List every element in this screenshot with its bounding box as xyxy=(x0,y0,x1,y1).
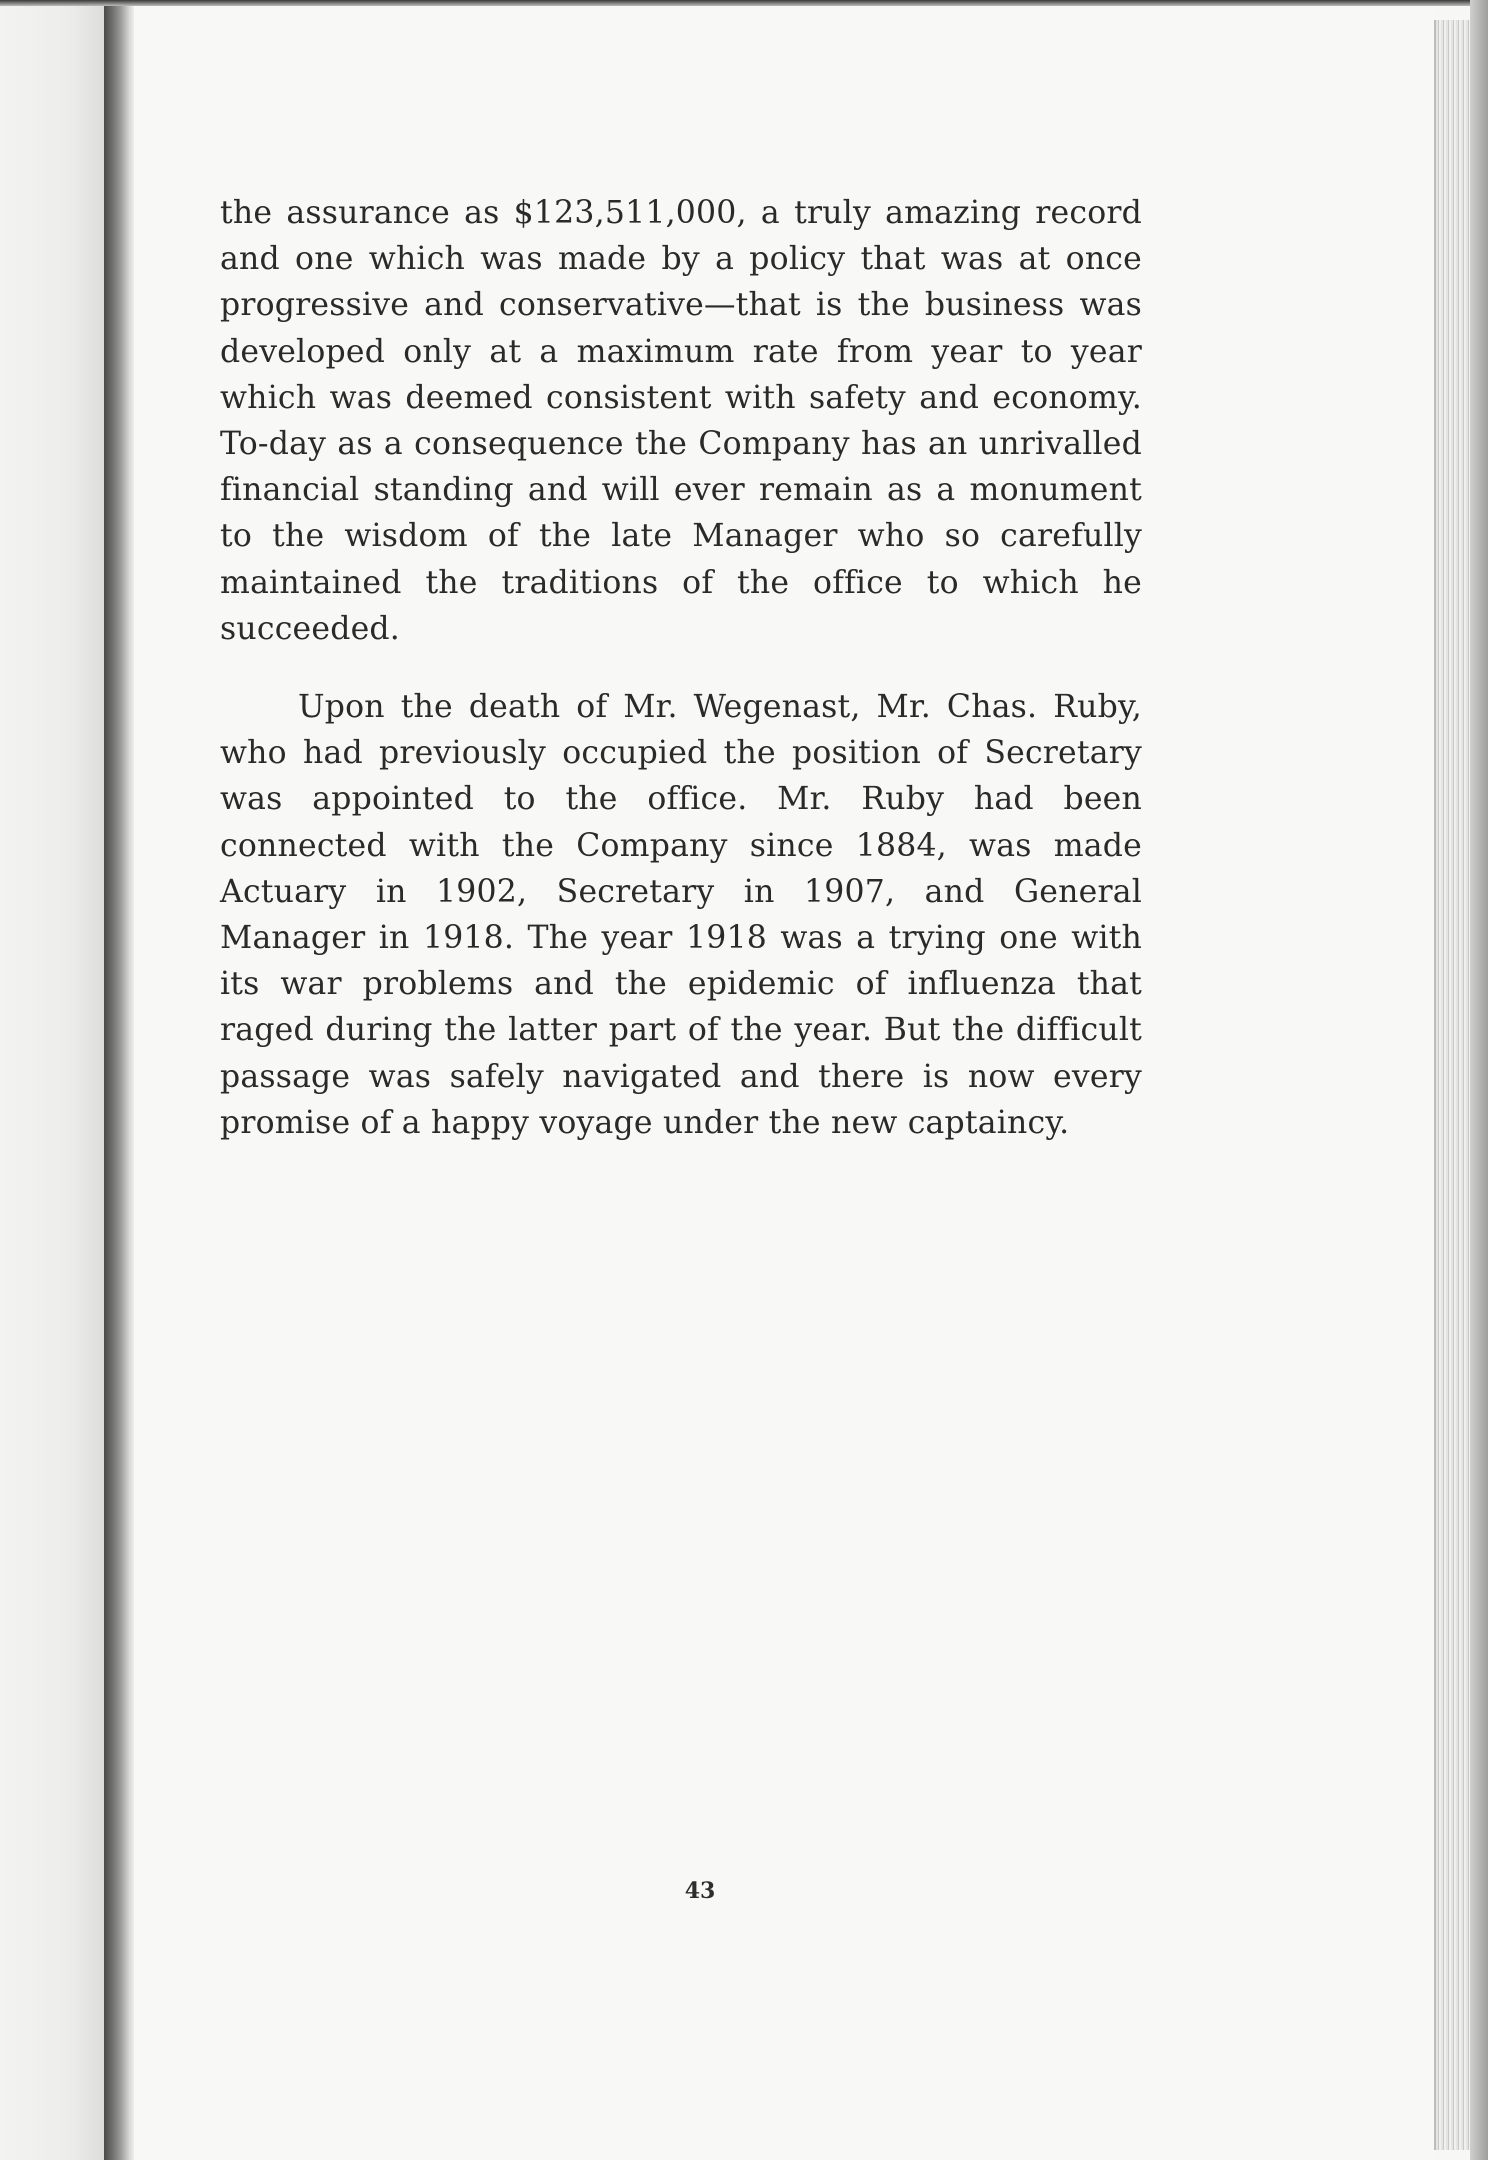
paragraph-continuation: the assurance as $123,511,000, a truly amazing record and one which was made by a policy that was at once progressive and conservative—that is the business was developed only at a maximum rate from year to year which was deemed consistent with safety and economy. To-day as a consequence the Company has an unrivalled financial standing and will ever remain as a monument to the wisdom of the late Manager who so carefully maintained the traditions of the office to which he succeeded. xyxy=(220,195,1142,647)
right-scan-edge xyxy=(1470,0,1488,2160)
body-text xyxy=(220,190,1142,1146)
paragraph-succession: Upon the death of Mr. Wegenast, Mr. Chas. Ruby, who had previously occupied the position of Secretary was appointed to the office. Mr. Ruby had been connected with the Company since 1884, was made Actuary in 1902, Secretary in 1907, and General Manager in 1918. The year 1918 was a trying one with its war problems and the epidemic of influenza that raged during the latter part of the year. But the difficult passage was safely navigated and there is now every promise of a happy voyage under the new captaincy. xyxy=(220,689,1142,1141)
page-number: 43 xyxy=(684,1878,716,1904)
facing-page-edge xyxy=(0,0,104,2160)
book-gutter xyxy=(104,0,134,2160)
